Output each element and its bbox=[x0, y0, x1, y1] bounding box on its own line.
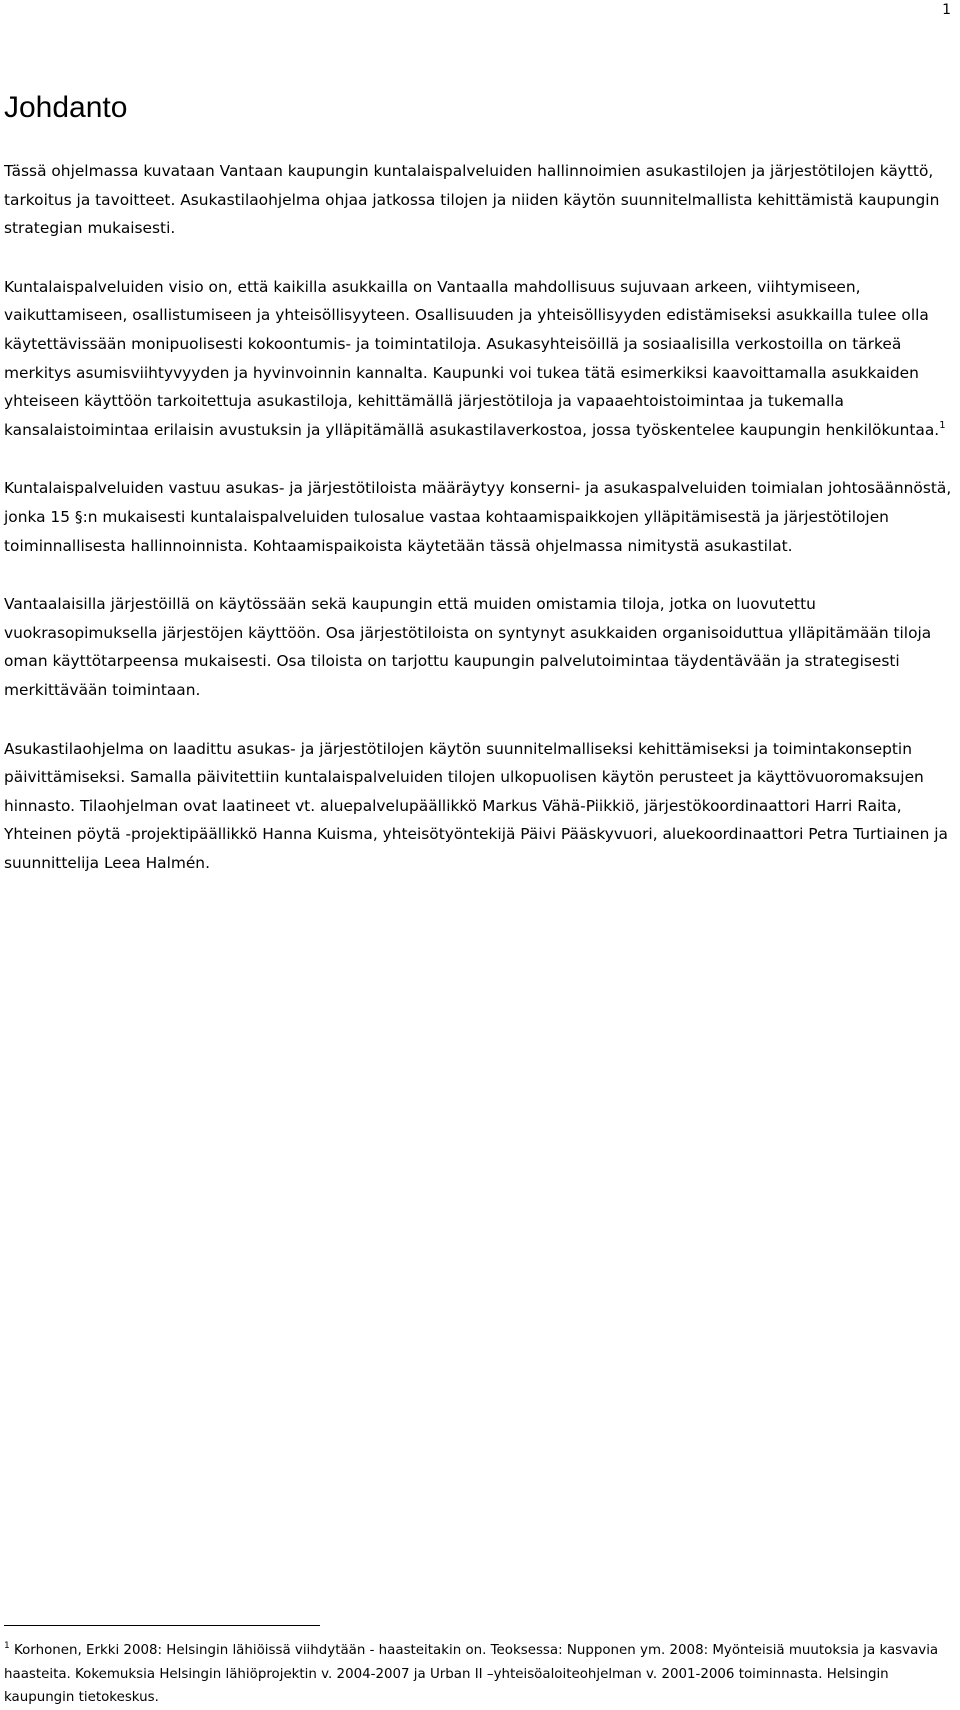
paragraph-intro-text: Tässä ohjelmassa kuvataan Vantaan kaupungin kuntalaispalveluiden hallinnoimien asukastilojen ja järjestötilojen käyttö, tarkoitus ja tavoitteet. Asukastilaohjelma ohjaa jatkossa tilojen ja niiden käytön suunnitelmallista kehittämistä kaupungin strategian mukaisesti. bbox=[4, 162, 940, 238]
paragraph-authors-text: Asukastilaohjelma on laadittu asukas- ja järjestötilojen käytön suunnitelmalliseksi kehittämiseksi ja toimintakonseptin päivittämiseksi. Samalla päivitettiin kuntalaispalveluiden tilojen ulkopuolisen käytön perusteet ja käyttövuoromaksujen hinnasto. Tilaohjelman ovat laatineet vt. aluepalvelupäällikkö Markus Vähä-Piikkiö, järjestökoordinaattori Harri Raita, Yhteinen pöytä -projektipäällikkö Hanna Kuisma, yhteisötyöntekijä Päivi Pääskyvuori, aluekoordinaattori Petra Turtiainen ja suunnittelija Leea Halmén. bbox=[4, 739, 948, 872]
footnote-divider bbox=[4, 1625, 320, 1626]
footnote-reference: 1 bbox=[939, 419, 946, 431]
section-heading: Johdanto bbox=[4, 91, 128, 124]
footnote-marker: 1 bbox=[4, 1641, 10, 1651]
paragraph-vision bbox=[4, 273, 954, 445]
paragraph-organizations bbox=[4, 590, 954, 704]
paragraph-responsibility bbox=[4, 474, 954, 560]
paragraph-authors bbox=[4, 735, 954, 878]
footnote-text: Korhonen, Erkki 2008: Helsingin lähiöissä viihdytään - haasteitakin on. Teoksessa: Nupponen ym. 2008: Myönteisiä muutoksia ja kasvavia haasteita. Kokemuksia Helsingin lähiöprojektin v. 2004-2007 ja Urban II –yhteisöaloiteohjelman v. 2001-2006 toiminnasta. Helsingin kaupungin tietokeskus. bbox=[4, 1643, 939, 1705]
footnote bbox=[4, 1639, 954, 1710]
paragraph-vision-text: Kuntalaispalveluiden visio on, että kaikilla asukkailla on Vantaalla mahdollisuus sujuvaan arkeen, viihtymiseen, vaikuttamiseen, osallistumiseen ja yhteisöllisyyteen. Osallisuuden ja yhteisöllisyyden edistämiseksi asukkailla tulee olla käytettävissään monipuolisesti kokoontumis- ja toimintatiloja. Asukasyhteisöillä ja sosiaalisilla verkostoilla on tärkeä merkitys asumisviihtyvyyden ja hyvinvoinnin kannalta. Kaupunki voi tukea tätä esimerkiksi kaavoittamalla asukkaiden yhteiseen käyttöön tarkoitettuja asukastiloja, kehittämällä järjestötiloja ja vapaaehtoistoimintaa ja tukemalla kansalaistoimintaa erilaisin avustuksin ja ylläpitämällä asukastilaverkostoa, jossa työskentelee kaupungin henkilökuntaa. bbox=[4, 277, 940, 439]
page-number: 1 bbox=[942, 2, 951, 18]
paragraph-responsibility-text: Kuntalaispalveluiden vastuu asukas- ja järjestötiloista määräytyy konserni- ja asukaspalveluiden toimialan johtosäännöstä, jonka 15 §:n mukaisesti kuntalaispalveluiden tulosalue vastaa kohtaamispaikkojen ylläpitämisestä ja järjestötilojen toiminnallisesta hallinnoinnista. Kohtaamispaikoista käytetään tässä ohjelmassa nimitystä asukastilat. bbox=[4, 479, 952, 555]
paragraph-organizations-text: Vantaalaisilla järjestöillä on käytössään sekä kaupungin että muiden omistamia tiloja, jotka on luovutettu vuokrasopimuksella järjestöjen käyttöön. Osa järjestötiloista on syntynyt asukkaiden organisoiduttua ylläpitämään tiloja oman käyttötarpeensa mukaisesti. Osa tiloista on tarjottu kaupungin palvelutoimintaa täydentävään ja strategisesti merkittävään toimintaan. bbox=[4, 595, 932, 699]
paragraph-intro bbox=[4, 157, 954, 243]
body-text bbox=[4, 157, 954, 907]
